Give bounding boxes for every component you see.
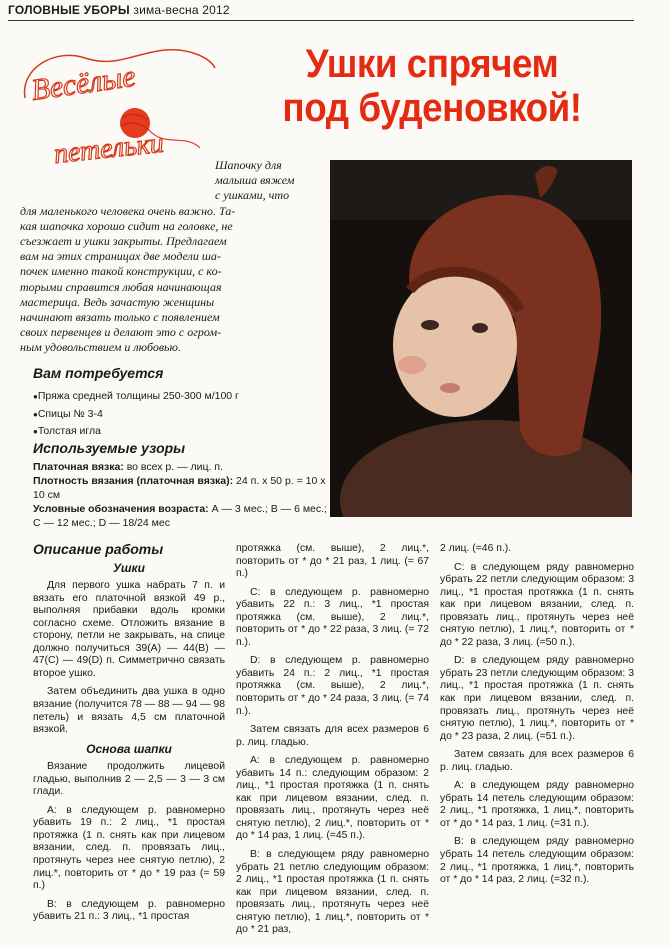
issue-label: зима-весна 2012 (133, 3, 230, 17)
intro-line: вам на этих страницах две модели ша- (20, 249, 221, 264)
paragraph: С: в следующем ряду равномерно убрать 22 петли следующим образом: 3 лиц., *1 простая протяжка (1 п. снять как при лицевом вязании, след. п. провязать лиц., протянуть через неё снятую петлю), 1 лиц.*, повторить от * до * 22 раза, 3 лиц. (=50 п.). (440, 561, 634, 648)
garter-text: во всех р. — лиц. п. (123, 461, 223, 473)
intro-line: своих первенцев и делают это с огром- (20, 325, 222, 340)
intro-line: с ушками, что (215, 188, 290, 203)
list-item: ● Спицы № 3-4 (33, 406, 333, 424)
title-line-2: под буденовкой! (282, 86, 582, 130)
intro-line: начинают вязать только с появлением (20, 310, 220, 325)
paragraph: Для первого ушка набрать 7 п. и вязать его платочной вязкой 49 р., выполняя прибавки вдоль кромки согласно схеме. Отложить вязание в сторону, петли не закрывать, на спице должно получиться 39(А) — 44(В) — 47(С) — 49(D) п. Симметрично связать второе ушко. (33, 580, 225, 679)
paragraph: А: в следующем р. равномерно убавить 14 п.: следующим образом: 2 лиц., *1 простая протяжка (1 п. снять как при лицевом вязании, след. п. провязать лиц., протянуть через неё снятую петлю), 2 лиц.*, повторить от * до * 14 раз, 1 лиц. (=45 п.). (236, 755, 429, 842)
paragraph: А: в следующем р. равномерно убавить 19 п.: 2 лиц., *1 простая протяжка (1 п. снять как при лицевом вязании, след. п. провязать лиц., протянуть через нее снятую петлю), 2 лиц.*, повторить от * до * 19 раз (= 59 п.) (33, 804, 225, 892)
patterns-block (33, 461, 333, 531)
base-heading: Основа шапки (86, 741, 172, 756)
paragraph: В: в следующем ряду равномерно убрать 21 петлю следующим образом: 2 лиц., *1 простая протяжка (1 п. снять как при лицевом вязании, след. п. провязать лиц., протянуть через неё снятую петлю), 1 лиц.*, повторить от * до * 21 раз, (236, 849, 429, 936)
paragraph: 2 лиц. (=46 п.). (440, 543, 512, 554)
paragraph: С: в следующем р. равномерно убавить 22 п.: 3 лиц., *1 простая протяжка (см. выше), 2 лиц.*, повторить от * до * 22 раза, 3 лиц. (= 72 п.). (236, 586, 429, 648)
paragraph: протяжка (см. выше), 2 лиц.*, повторить от * до * 21 раз, 1 лиц. (= 67 п.) (236, 543, 429, 580)
header-divider (8, 20, 634, 21)
paragraph: Вязание продолжить лицевой гладью, выполнив 2 — 2,5 — 3 — 3 см глади. (33, 761, 225, 798)
paragraph: В: в следующем р. равномерно убавить 21 п.: 3 лиц., *1 простая (33, 898, 225, 923)
running-header (8, 3, 230, 17)
paragraph: D: в следующем р. равномерно убавить 24 п.: 2 лиц., *1 простая протяжка (см. выше), 2 лиц.*, повторить от * до * 24 раза, 3 лиц. (= 74 п.). (236, 655, 429, 717)
logo-word-1: Весёлые (29, 59, 138, 107)
logo-word-2: петельки (52, 127, 166, 170)
paragraph: А: в следующем ряду равномерно убрать 14 петель следующим образом: 2 лиц., *1 протяжка, 1 лиц.*, повторить от * до * 14 раз, 1 лиц. (=31 п.). (440, 780, 634, 829)
intro-line: торыми справится любая начинающая (20, 279, 222, 294)
density-text: 24 п. х 50 р. = 10 х 10 см (33, 475, 326, 501)
intro-line: мастерица. Ведь зачастую женщины (20, 294, 215, 309)
list-item: ● Толстая игла (33, 423, 333, 441)
garter-label: Платочная вязка: (33, 461, 124, 473)
rubric-logo (15, 38, 220, 178)
page-title (239, 42, 625, 130)
needs-heading: Вам потребуется (33, 365, 164, 381)
patterns-heading: Используемые узоры (33, 440, 186, 456)
magazine-name: ГОЛОВНЫЕ УБОРЫ (8, 3, 130, 17)
paragraph: В: в следующем ряду равномерно убрать 14 петель следующим образом: 2 лиц., *1 протяжка, 1 лиц.*, повторить от * до * 14 раз, 2 лиц. (=32 п.). (440, 836, 634, 886)
baby-hat-photo (330, 160, 632, 517)
paragraph: Затем связать для всех размеров 6 р. лиц. гладью. (236, 724, 429, 748)
title-line-1: Ушки спрячем (305, 42, 559, 86)
text-column-3 (440, 543, 634, 893)
paragraph: Затем объединить два ушка в одно вязание (получится 78 — 88 — 94 — 98 петель) и вязать 4,5 см платочной вязкой. (33, 686, 225, 736)
intro-line: Шапочку для (215, 158, 282, 172)
text-column-1 (33, 543, 225, 930)
paragraph: D: в следующем ряду равномерно убрать 23 петли следующим образом: 3 лиц., *1 простая протяжка (1 п. снять как при лицевом вязании, след. п. провязать лиц., протянуть через неё снятую петлю), 1 лиц.*, повторить от * до * 23 раза, 2 лиц. (=51 п.). (440, 655, 634, 742)
list-item: ● Пряжа средней толщины 250-300 м/100 г (33, 388, 333, 406)
baby-face (393, 273, 517, 417)
ages-text: А — 3 мес.; В — 6 мес.; С — 12 мес.; D — 18/24 мес (33, 503, 327, 529)
intro-line: ным удовольствием и любовью. (20, 340, 181, 355)
paragraph: Затем связать для всех размеров 6 р. лиц. гладью. (440, 749, 634, 773)
density-label: Плотность вязания (платочная вязка): (33, 475, 234, 488)
intro-text (20, 158, 330, 356)
intro-line: почек именно такой конструкции, с ко- (20, 264, 222, 279)
ears-heading: Ушки (113, 560, 145, 575)
intro-line: съезжает и ушки закрыты. Предлагаем (20, 234, 227, 249)
ages-label: Условные обозначения возраста: (33, 503, 209, 516)
materials-list (33, 388, 333, 441)
intro-line: малыша вяжем (215, 173, 295, 188)
intro-line: для маленького человека очень важно. Та- (20, 203, 236, 218)
text-column-2 (236, 543, 429, 943)
work-heading: Описание работы (33, 541, 164, 557)
intro-line: кая шапочка хорошо сидит на головке, не (20, 218, 233, 233)
